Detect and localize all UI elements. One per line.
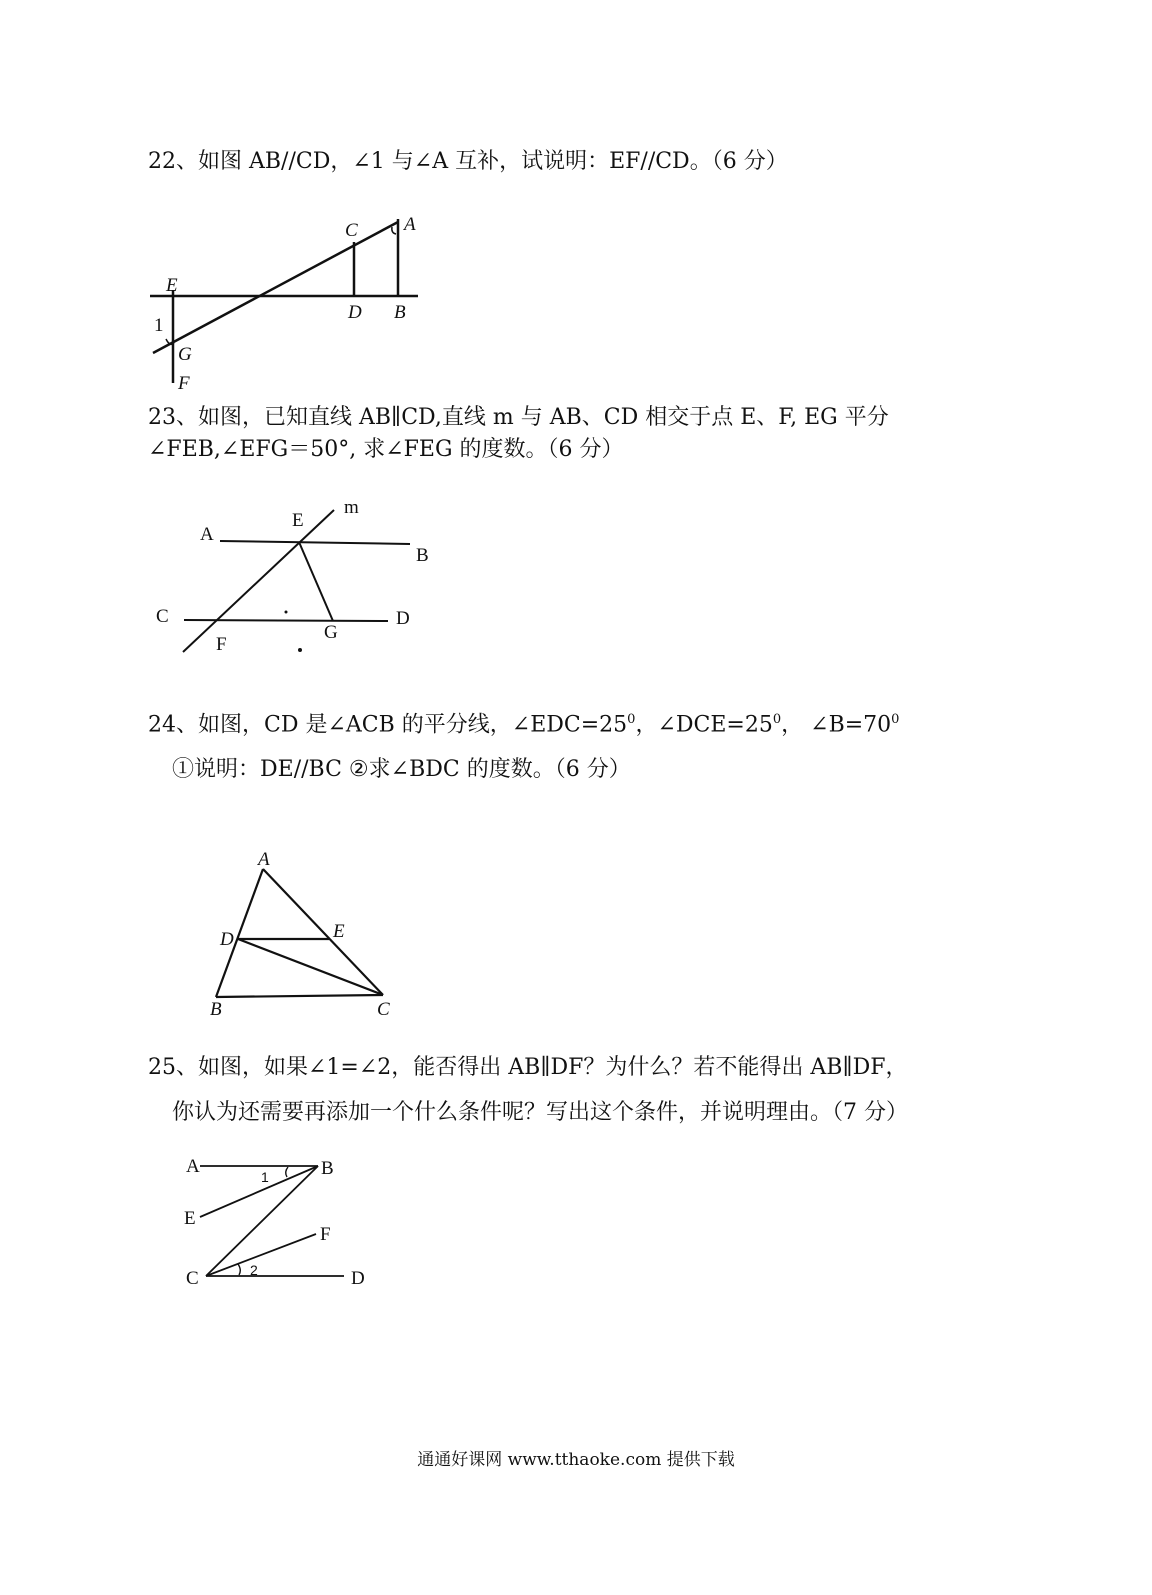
label-d: D [220, 929, 234, 950]
label-m: m [344, 497, 359, 518]
label-e: E [184, 1208, 196, 1229]
label-c: C [156, 606, 169, 627]
question-22-text: 22、如图 AB//CD，∠1 与∠A 互补，试说明：EF//CD。（6 分） [148, 149, 788, 174]
line-ab [220, 541, 410, 544]
label-e: E [292, 510, 304, 531]
label-b: B [321, 1158, 334, 1179]
q24-text-b: ，∠DCE=25 [635, 712, 773, 738]
degree-mark: 0 [891, 712, 900, 727]
label-c: C [345, 220, 358, 241]
q24-text-c: ， ∠B=70 [781, 712, 892, 738]
question-25-line1: 25、如图，如果∠1=∠2，能否得出 AB∥DF？为什么？若不能得出 AB∥DF， [148, 1055, 908, 1080]
line-transversal [153, 222, 398, 353]
question-23-line2: ∠FEB,∠EFG＝50°, 求∠FEG 的度数。（6 分） [148, 437, 624, 462]
line-eb [200, 1166, 318, 1217]
question-24-line2: ①说明：DE//BC ②求∠BDC 的度数。（6 分） [172, 757, 631, 782]
question-25-line2: 你认为还需要再添加一个什么条件呢？写出这个条件，并说明理由。（7 分） [172, 1100, 908, 1125]
stray-dot [285, 611, 288, 614]
label-b: B [210, 999, 222, 1020]
label-e: E [166, 275, 178, 296]
label-a: A [404, 214, 416, 235]
label-2: 2 [250, 1262, 258, 1278]
angle-mark-2 [238, 1264, 240, 1275]
label-f: F [216, 634, 227, 655]
label-a: A [200, 524, 214, 545]
figure-23 [148, 490, 448, 665]
figure-22 [140, 205, 440, 395]
stray-dot [298, 648, 302, 652]
line-cf [206, 1234, 316, 1276]
label-g: G [324, 622, 338, 643]
label-b: B [394, 302, 406, 323]
question-23-line1: 23、如图，已知直线 AB∥CD,直线 m 与 AB、CD 相交于点 E、F, EG 平分 [148, 405, 889, 430]
label-g: G [178, 344, 192, 365]
label-d: D [348, 302, 362, 323]
line-cd [184, 620, 388, 621]
label-1: 1 [261, 1169, 269, 1185]
label-d: D [351, 1268, 365, 1289]
degree-mark: 0 [772, 712, 782, 727]
question-24-line1 [148, 703, 899, 742]
label-a: A [186, 1156, 200, 1177]
line-bc [216, 995, 383, 997]
line-dc [238, 939, 383, 995]
label-f: F [320, 1224, 331, 1245]
line-eg [299, 542, 333, 621]
figure-24 [200, 845, 410, 1025]
angle-mark-1 [286, 1167, 288, 1177]
figure-25 [180, 1150, 380, 1295]
label-c: C [186, 1268, 199, 1289]
label-1: 1 [154, 315, 164, 336]
label-f: F [178, 373, 190, 394]
label-a: A [258, 849, 270, 870]
line-ac [263, 869, 383, 995]
label-b: B [416, 545, 429, 566]
degree-mark: 0 [627, 712, 636, 727]
angle-mark-a [392, 227, 396, 234]
footer-source: 通通好课网 www.tthaoke.com 提供下载 [417, 1450, 735, 1470]
label-e: E [333, 921, 345, 942]
label-d: D [396, 608, 410, 629]
q24-text-a: 24、如图，CD 是∠ACB 的平分线，∠EDC=25 [148, 712, 628, 738]
label-c: C [377, 999, 390, 1020]
